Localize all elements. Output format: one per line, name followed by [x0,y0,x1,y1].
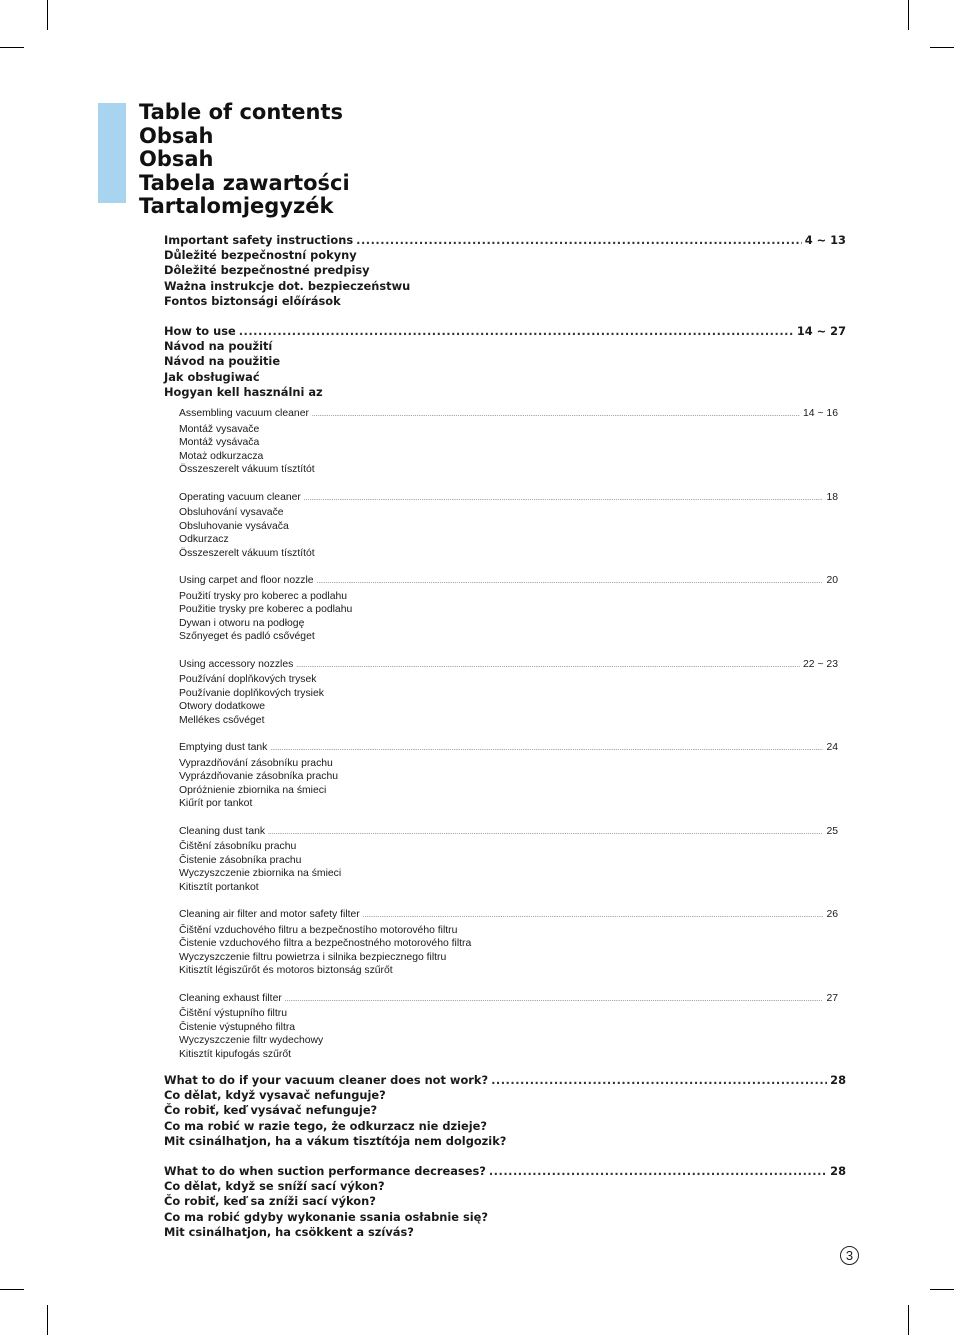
toc-subentry-translation: Čistenie zásobníka prachu [179,854,302,866]
toc-entry-translation: Co dělat, když vysavač nefunguje? [164,1088,386,1103]
toc-subentry-translation: Kitisztít légiszűrőt és motoros biztonság szűrőt [179,965,393,977]
toc-entry-translation: Čo robiť, keď sa zníži sací výkon? [164,1194,376,1209]
toc-subentry-carpet-nozzle[interactable] [179,574,838,644]
toc-subentry-emptying-dust-tank[interactable] [179,741,838,811]
how-to-use-subsections [179,407,838,1061]
toc-entry-translation: Jak obsługiwać [164,369,260,384]
dot-leader [296,660,800,674]
dot-leader [356,233,802,248]
toc-entry-translation: Návod na použitie [164,354,281,369]
toc-subentry-assembling[interactable] [179,407,838,477]
toc-subentry-translation: Mellékes csővéget [179,714,265,726]
toc-title-hu: Tartalomjegyzék [139,194,334,218]
dot-leader [317,576,824,590]
accent-bar [98,103,126,203]
toc-entry-translation: Ważna instrukcje dot. bezpieczeństwu [164,278,411,293]
toc-subentry-translation: Kitisztít portankot [179,881,259,893]
dot-leader [304,493,824,507]
toc-subentry-cleaning-dust-tank[interactable] [179,825,838,895]
toc-entry-suction[interactable] [164,1164,846,1240]
toc-subentry-label: Operating vacuum cleaner [179,491,301,503]
dot-leader [363,910,824,924]
toc-entry-how-to-use[interactable] [164,324,846,400]
toc-page-ref: 4 ~ 13 [804,233,846,247]
toc-subentry-air-filter[interactable] [179,908,838,978]
toc-subentry-translation: Použitie trysky pre koberec a podlahu [179,604,353,616]
toc-subentry-translation: Wyczyszczenie zbiornika na śmieci [179,868,342,880]
toc-subentry-translation: Otwory dodatkowe [179,701,266,713]
toc-subentry-translation: Dywan i otworu na podłogę [179,617,305,629]
toc-subentry-translation: Opróżnienie zbiornika na śmieci [179,784,327,796]
toc-page-ref: 22 ~ 23 [803,658,838,670]
crop-mark [930,47,954,48]
toc-subentry-exhaust-filter[interactable] [179,992,838,1062]
crop-mark [47,1305,48,1335]
crop-mark [47,0,48,30]
toc-subentry-label: Using carpet and floor nozzle [179,575,314,587]
toc-entry-translation: Dôležité bezpečnostné predpisy [164,263,370,278]
toc-page-ref: 28 [830,1164,846,1179]
toc-page-ref: 26 [826,909,838,921]
toc-subentry-label: Emptying dust tank [179,742,268,754]
dot-leader [268,827,823,841]
toc-subentry-translation: Čištění vzduchového filtru a bezpečnostího motorového filtru [179,924,458,936]
toc-subentry-translation: Použití trysky pro koberec a podlahu [179,590,348,602]
toc-page-ref: 14 ~ 27 [796,324,846,339]
toc-subentry-translation: Čistenie vzduchového filtra a bezpečnostného motorového filtra [179,938,472,950]
toc-title-block [139,101,350,219]
toc-subentry-label: Cleaning exhaust filter [179,992,282,1004]
toc-subentry-translation: Čistenie výstupného filtra [179,1021,296,1033]
toc-subentry-label: Using accessory nozzles [179,658,294,670]
toc-subentry-translation: Obsluhování vysavače [179,507,284,519]
toc-subentry-translation: Kiűrít por tankot [179,798,253,810]
toc-subentry-translation: Kitisztít kipufogás szűrőt [179,1048,292,1060]
toc-entry-translation: Mit csinálhatjon, ha a vákum tisztítója nem dolgozik? [164,1133,507,1148]
toc-subentry-translation: Vyprázdňovanie zásobníka prachu [179,771,339,783]
toc-subentry-translation: Összeszerelt vákuum tísztítót [179,464,315,476]
toc-entry-label: How to use [164,324,236,339]
toc-page-ref: 14 ~ 16 [803,408,838,420]
toc-subentry-translation: Čištění zásobníku prachu [179,841,297,853]
toc-subentry-translation: Obsluhovanie vysávača [179,520,289,532]
toc-entry-safety[interactable] [164,233,846,309]
toc-entry-translation: Co ma robić gdyby wykonanie ssania osłabnie się? [164,1209,489,1224]
toc-entry-label: Important safety instructions [164,233,354,247]
crop-mark [908,1305,909,1335]
crop-mark [0,47,24,48]
toc-subentry-translation: Používání doplňkových trysek [179,674,317,686]
crop-mark [930,1289,954,1290]
toc-page-ref: 27 [826,992,838,1004]
table-of-contents [164,233,846,1240]
toc-title-en: Table of contents [139,100,344,124]
crop-mark [908,0,909,30]
dot-leader [285,994,824,1008]
toc-page-ref: 28 [830,1073,846,1088]
toc-subentry-translation: Odkurzacz [179,534,229,546]
toc-entry-translation: Mit csinálhatjon, ha csökkent a szívás? [164,1224,414,1239]
dot-leader [239,324,794,339]
toc-subentry-translation: Vyprazdňování zásobníku prachu [179,757,333,769]
toc-entry-label: What to do if your vacuum cleaner does not work? [164,1073,489,1088]
toc-entry-translation: Hogyan kell használni az [164,384,323,399]
toc-page-ref: 20 [826,575,838,587]
toc-subentry-label: Cleaning air filter and motor safety filter [179,909,360,921]
toc-subentry-label: Cleaning dust tank [179,825,266,837]
toc-entry-translation: Co dělat, když se sníží sací výkon? [164,1179,385,1194]
dot-leader [489,1164,827,1179]
toc-page-ref: 25 [826,825,838,837]
toc-title-pl: Tabela zawartości [139,170,350,195]
toc-entry-translation: Čo robiť, keď vysávač nefunguje? [164,1103,378,1118]
toc-page-ref: 18 [826,491,838,503]
toc-subentry-translation: Wyczyszczenie filtru powietrza i silnika bezpiecznego filtru [179,951,447,963]
toc-entry-troubleshooting[interactable] [164,1073,846,1149]
dot-leader [491,1073,827,1088]
dot-leader [312,409,800,423]
toc-title-cs: Obsah [139,123,214,148]
toc-subentry-translation: Szőnyeget és padló csővéget [179,631,315,643]
toc-entry-translation: Návod na použití [164,339,273,354]
toc-subentry-translation: Čištění výstupního filtru [179,1008,287,1020]
toc-entry-translation: Důležité bezpečnostní pokyny [164,248,357,263]
toc-entry-label: What to do when suction performance decreases? [164,1164,486,1179]
toc-subentry-translation: Používanie doplňkových trysiek [179,687,324,699]
toc-title-sk: Obsah [139,147,214,171]
page-number: 3 [840,1246,859,1265]
toc-subentry-accessory-nozzles[interactable] [179,658,838,728]
toc-entry-translation: Fontos biztonsági előírások [164,293,341,308]
toc-subentry-translation: Wyczyszczenie filtr wydechowy [179,1035,324,1047]
toc-subentry-translation: Montáž vysávača [179,437,260,449]
toc-subentry-operating[interactable] [179,491,838,561]
toc-entry-translation: Co ma robić w razie tego, że odkurzacz nie dzieje? [164,1118,487,1133]
toc-subentry-label: Assembling vacuum cleaner [179,408,309,420]
toc-subentry-translation: Összeszerelt vákuum tísztítót [179,547,315,559]
toc-subentry-translation: Montáž vysavače [179,423,260,435]
toc-page-ref: 24 [826,742,838,754]
toc-subentry-translation: Motaż odkurzacza [179,450,264,462]
crop-mark [0,1289,24,1290]
dot-leader [270,743,823,757]
